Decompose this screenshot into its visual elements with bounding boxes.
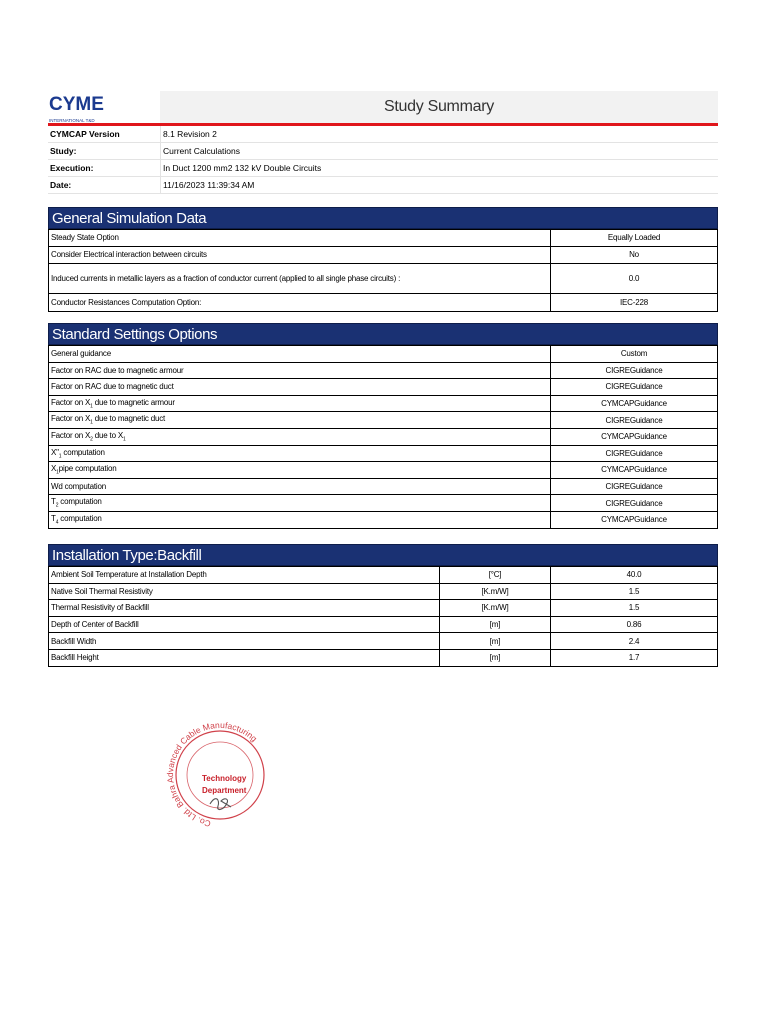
row-value: CYMCAPGuidance [551, 428, 718, 445]
row-label: Depth of Center of Backfill [49, 616, 440, 633]
label-suffix: due to X [92, 430, 123, 440]
table-row [49, 230, 718, 247]
row-value: 40.0 [551, 567, 718, 584]
table-row [49, 478, 718, 495]
label-subscript: 4 [55, 519, 59, 526]
meta-row [48, 177, 718, 194]
row-label: Induced currents in metallic layers as a fraction of conductor current (applied to all single phase circuits) : [49, 263, 551, 293]
general-simulation-table [48, 229, 718, 312]
report-title-bar [160, 91, 718, 124]
label-text: Factor on RAC due to magnetic duct [51, 382, 174, 392]
standard-settings-table [48, 345, 718, 529]
logo-subtext: INTERNATIONAL T&D [49, 118, 95, 123]
table-row [49, 263, 718, 293]
row-label: Backfill Width [49, 633, 440, 650]
row-value: IEC-228 [551, 293, 718, 311]
row-value: 0.0 [551, 263, 718, 293]
row-label: Backfill Height [49, 649, 440, 666]
row-value: CIGREGuidance [551, 445, 718, 462]
row-value: 1.7 [551, 649, 718, 666]
label-text: Factor on X [51, 430, 91, 440]
table-row [49, 362, 718, 379]
standard-settings-section [48, 323, 718, 529]
meta-key: CYMCAP Version [48, 126, 161, 143]
label-text: T [51, 497, 56, 507]
label-text: Wd computation [51, 482, 107, 492]
table-row [49, 293, 718, 311]
row-label: Ambient Soil Temperature at Installation Depth [49, 567, 440, 584]
label-suffix: computation [61, 447, 105, 457]
installation-title: Installation Type:Backfill [52, 546, 202, 564]
report-title: Study Summary [384, 98, 494, 115]
row-label [49, 495, 551, 512]
row-unit: [m] [440, 649, 551, 666]
stamp-line-1: Technology [202, 774, 247, 783]
row-label [49, 511, 551, 528]
report-header [48, 91, 718, 125]
meta-key: Study: [48, 143, 161, 160]
table-row [49, 649, 718, 666]
row-unit: [°C] [440, 567, 551, 584]
meta-row [48, 143, 718, 160]
meta-row [48, 160, 718, 177]
label-subscript: 1 [122, 436, 126, 443]
meta-key: Execution: [48, 160, 161, 177]
label-subscript: 2 [55, 502, 59, 509]
row-value: CIGREGuidance [551, 379, 718, 396]
installation-table [48, 566, 718, 667]
row-label [49, 478, 551, 495]
row-value: 1.5 [551, 583, 718, 600]
company-stamp [165, 718, 275, 848]
row-value: CYMCAPGuidance [551, 462, 718, 479]
row-unit: [K.m/W] [440, 600, 551, 617]
table-row [49, 600, 718, 617]
table-row [49, 511, 718, 528]
table-row [49, 428, 718, 445]
label-subscript: 1 [58, 453, 62, 460]
row-label [49, 362, 551, 379]
label-suffix: due to magnetic armour [92, 397, 175, 407]
label-subscript: 2 [90, 436, 93, 443]
section-title [48, 207, 718, 229]
table-row [49, 633, 718, 650]
table-row [49, 583, 718, 600]
row-label [49, 428, 551, 445]
row-value: No [551, 246, 718, 263]
section-title [48, 323, 718, 345]
table-row [49, 379, 718, 396]
row-value: CYMCAPGuidance [551, 511, 718, 528]
table-row [49, 462, 718, 479]
label-text: Factor on RAC due to magnetic armour [51, 365, 184, 375]
row-label: Native Soil Thermal Resistivity [49, 583, 440, 600]
row-label [49, 395, 551, 412]
row-label: Steady State Option [49, 230, 551, 247]
general-simulation-section [48, 207, 718, 312]
row-value: CIGREGuidance [551, 412, 718, 429]
table-row [49, 395, 718, 412]
table-row [49, 445, 718, 462]
row-value: CIGREGuidance [551, 362, 718, 379]
row-value: CYMCAPGuidance [551, 395, 718, 412]
meta-value: 11/16/2023 11:39:34 AM [161, 177, 719, 194]
label-subscript: 1 [90, 403, 93, 410]
stamp-line-2: Department [202, 786, 247, 795]
general-title: General Simulation Data [52, 209, 207, 227]
logo-wordmark: CYME [49, 94, 104, 115]
label-subscript: 1 [56, 469, 59, 476]
meta-value: 8.1 Revision 2 [161, 126, 719, 143]
row-label [49, 462, 551, 479]
label-text: Factor on X [51, 414, 91, 424]
row-label [49, 346, 551, 363]
meta-key: Date: [48, 177, 161, 194]
label-subscript: 1 [90, 419, 93, 426]
row-unit: [K.m/W] [440, 583, 551, 600]
meta-value: Current Calculations [161, 143, 719, 160]
label-suffix: pipe computation [58, 464, 117, 474]
label-suffix: computation [58, 497, 102, 507]
label-text: T [51, 513, 56, 523]
table-row [49, 412, 718, 429]
table-row [49, 616, 718, 633]
standard-title: Standard Settings Options [52, 325, 218, 343]
label-suffix: computation [58, 513, 102, 523]
label-text: X" [51, 447, 59, 457]
row-value: 2.4 [551, 633, 718, 650]
section-title [48, 544, 718, 566]
row-label [49, 445, 551, 462]
installation-section [48, 544, 718, 667]
table-row [49, 346, 718, 363]
row-value: 0.86 [551, 616, 718, 633]
cyme-logo [48, 91, 160, 125]
stamp-ring-text: Co. Ltd. Bahra Advanced Cable Manufacturing [165, 719, 260, 830]
meta-value: In Duct 1200 mm2 132 kV Double Circuits [161, 160, 719, 177]
row-label [49, 412, 551, 429]
row-value: CIGREGuidance [551, 478, 718, 495]
label-suffix: due to magnetic duct [92, 414, 166, 424]
row-label: Thermal Resistivity of Backfill [49, 600, 440, 617]
table-row [49, 495, 718, 512]
row-value: Equally Loaded [551, 230, 718, 247]
row-value: 1.5 [551, 600, 718, 617]
row-label [49, 379, 551, 396]
row-value: CIGREGuidance [551, 495, 718, 512]
label-text: Factor on X [51, 397, 91, 407]
row-value: Custom [551, 346, 718, 363]
meta-row [48, 126, 718, 143]
study-meta-table [48, 126, 718, 194]
row-unit: [m] [440, 633, 551, 650]
label-text: General guidance [51, 349, 111, 359]
table-row [49, 246, 718, 263]
table-row [49, 567, 718, 584]
row-unit: [m] [440, 616, 551, 633]
label-text: X [51, 464, 57, 474]
row-label: Consider Electrical interaction between circuits [49, 246, 551, 263]
row-label: Conductor Resistances Computation Option: [49, 293, 551, 311]
